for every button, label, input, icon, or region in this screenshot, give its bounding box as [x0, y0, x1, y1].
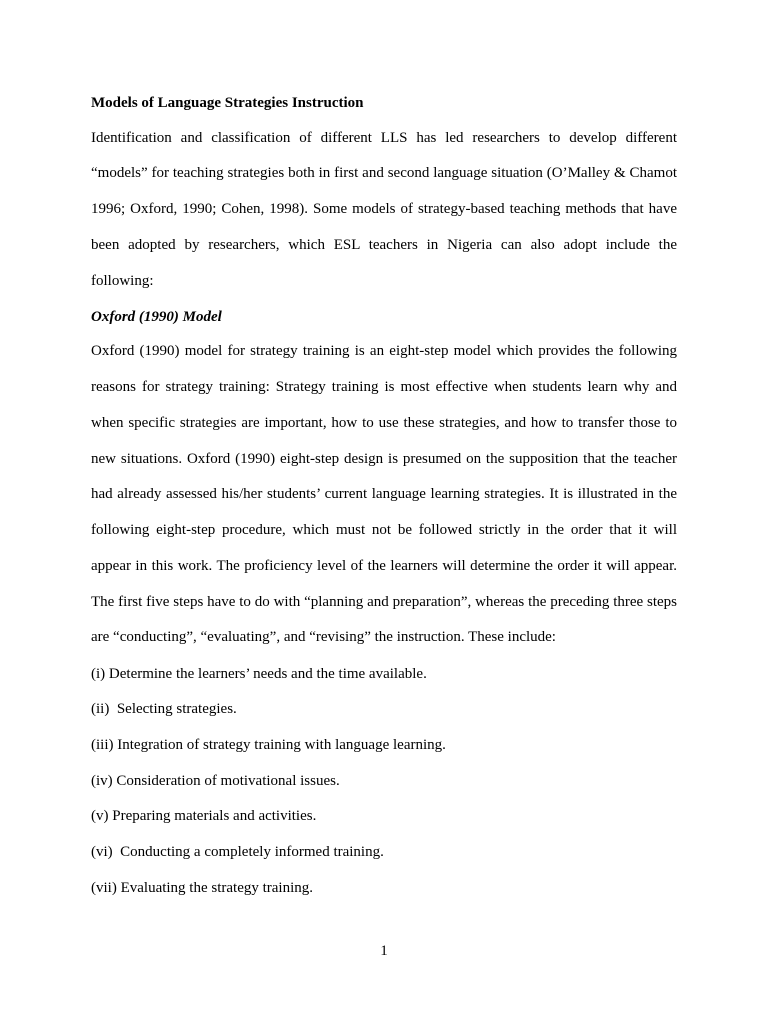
- step-item-7: (vii) Evaluating the strategy training.: [91, 879, 314, 896]
- page-number: 1: [380, 943, 388, 959]
- step-item-6: (vi) Conducting a completely informed training.: [91, 843, 384, 860]
- step-item-4: (iv) Consideration of motivational issues.: [91, 772, 340, 789]
- intro-paragraph: Identification and classification of different LLS has led researchers to develop different “models” for teaching strategies both in first and second language situation (O’Malley & Chamot 1996; Oxford, 1990; Cohen, 1998). Some models of strategy-based teaching methods that have been adopted by researchers, which ESL teachers in Nigeria can also adopt include the following:: [91, 129, 677, 289]
- step-item-5: (v) Preparing materials and activities.: [91, 808, 317, 825]
- section-heading: Models of Language Strategies Instruction: [91, 95, 364, 111]
- step-item-1: (i) Determine the learners’ needs and the time available.: [91, 665, 427, 682]
- document-body: [91, 92, 677, 912]
- model-subheading: Oxford (1990) Model: [91, 308, 222, 325]
- steps-list: [91, 663, 677, 899]
- step-item-3: (iii) Integration of strategy training with language learning.: [91, 736, 446, 753]
- oxford-model-paragraph: Oxford (1990) model for strategy training is an eight-step model which provides the following reasons for strategy training: Strategy training is most effective when students learn why and when specific strategies are important, how to use these strategies, and how to transfer those to new situations. Oxford (1990) eight-step design is presumed on the supposition that the teacher had already assessed his/her students’ current language learning strategies. It is illustrated in the following eight-step procedure, which must not be followed strictly in the order that it will appear in this work. The proficiency level of the learners will determine the order it will appear. The first five steps have to do with “planning and preparation”, whereas the preceding three steps are “conducting”, “evaluating”, and “revising” the instruction. These include:: [91, 343, 677, 646]
- step-item-2: (ii) Selecting strategies.: [91, 701, 237, 718]
